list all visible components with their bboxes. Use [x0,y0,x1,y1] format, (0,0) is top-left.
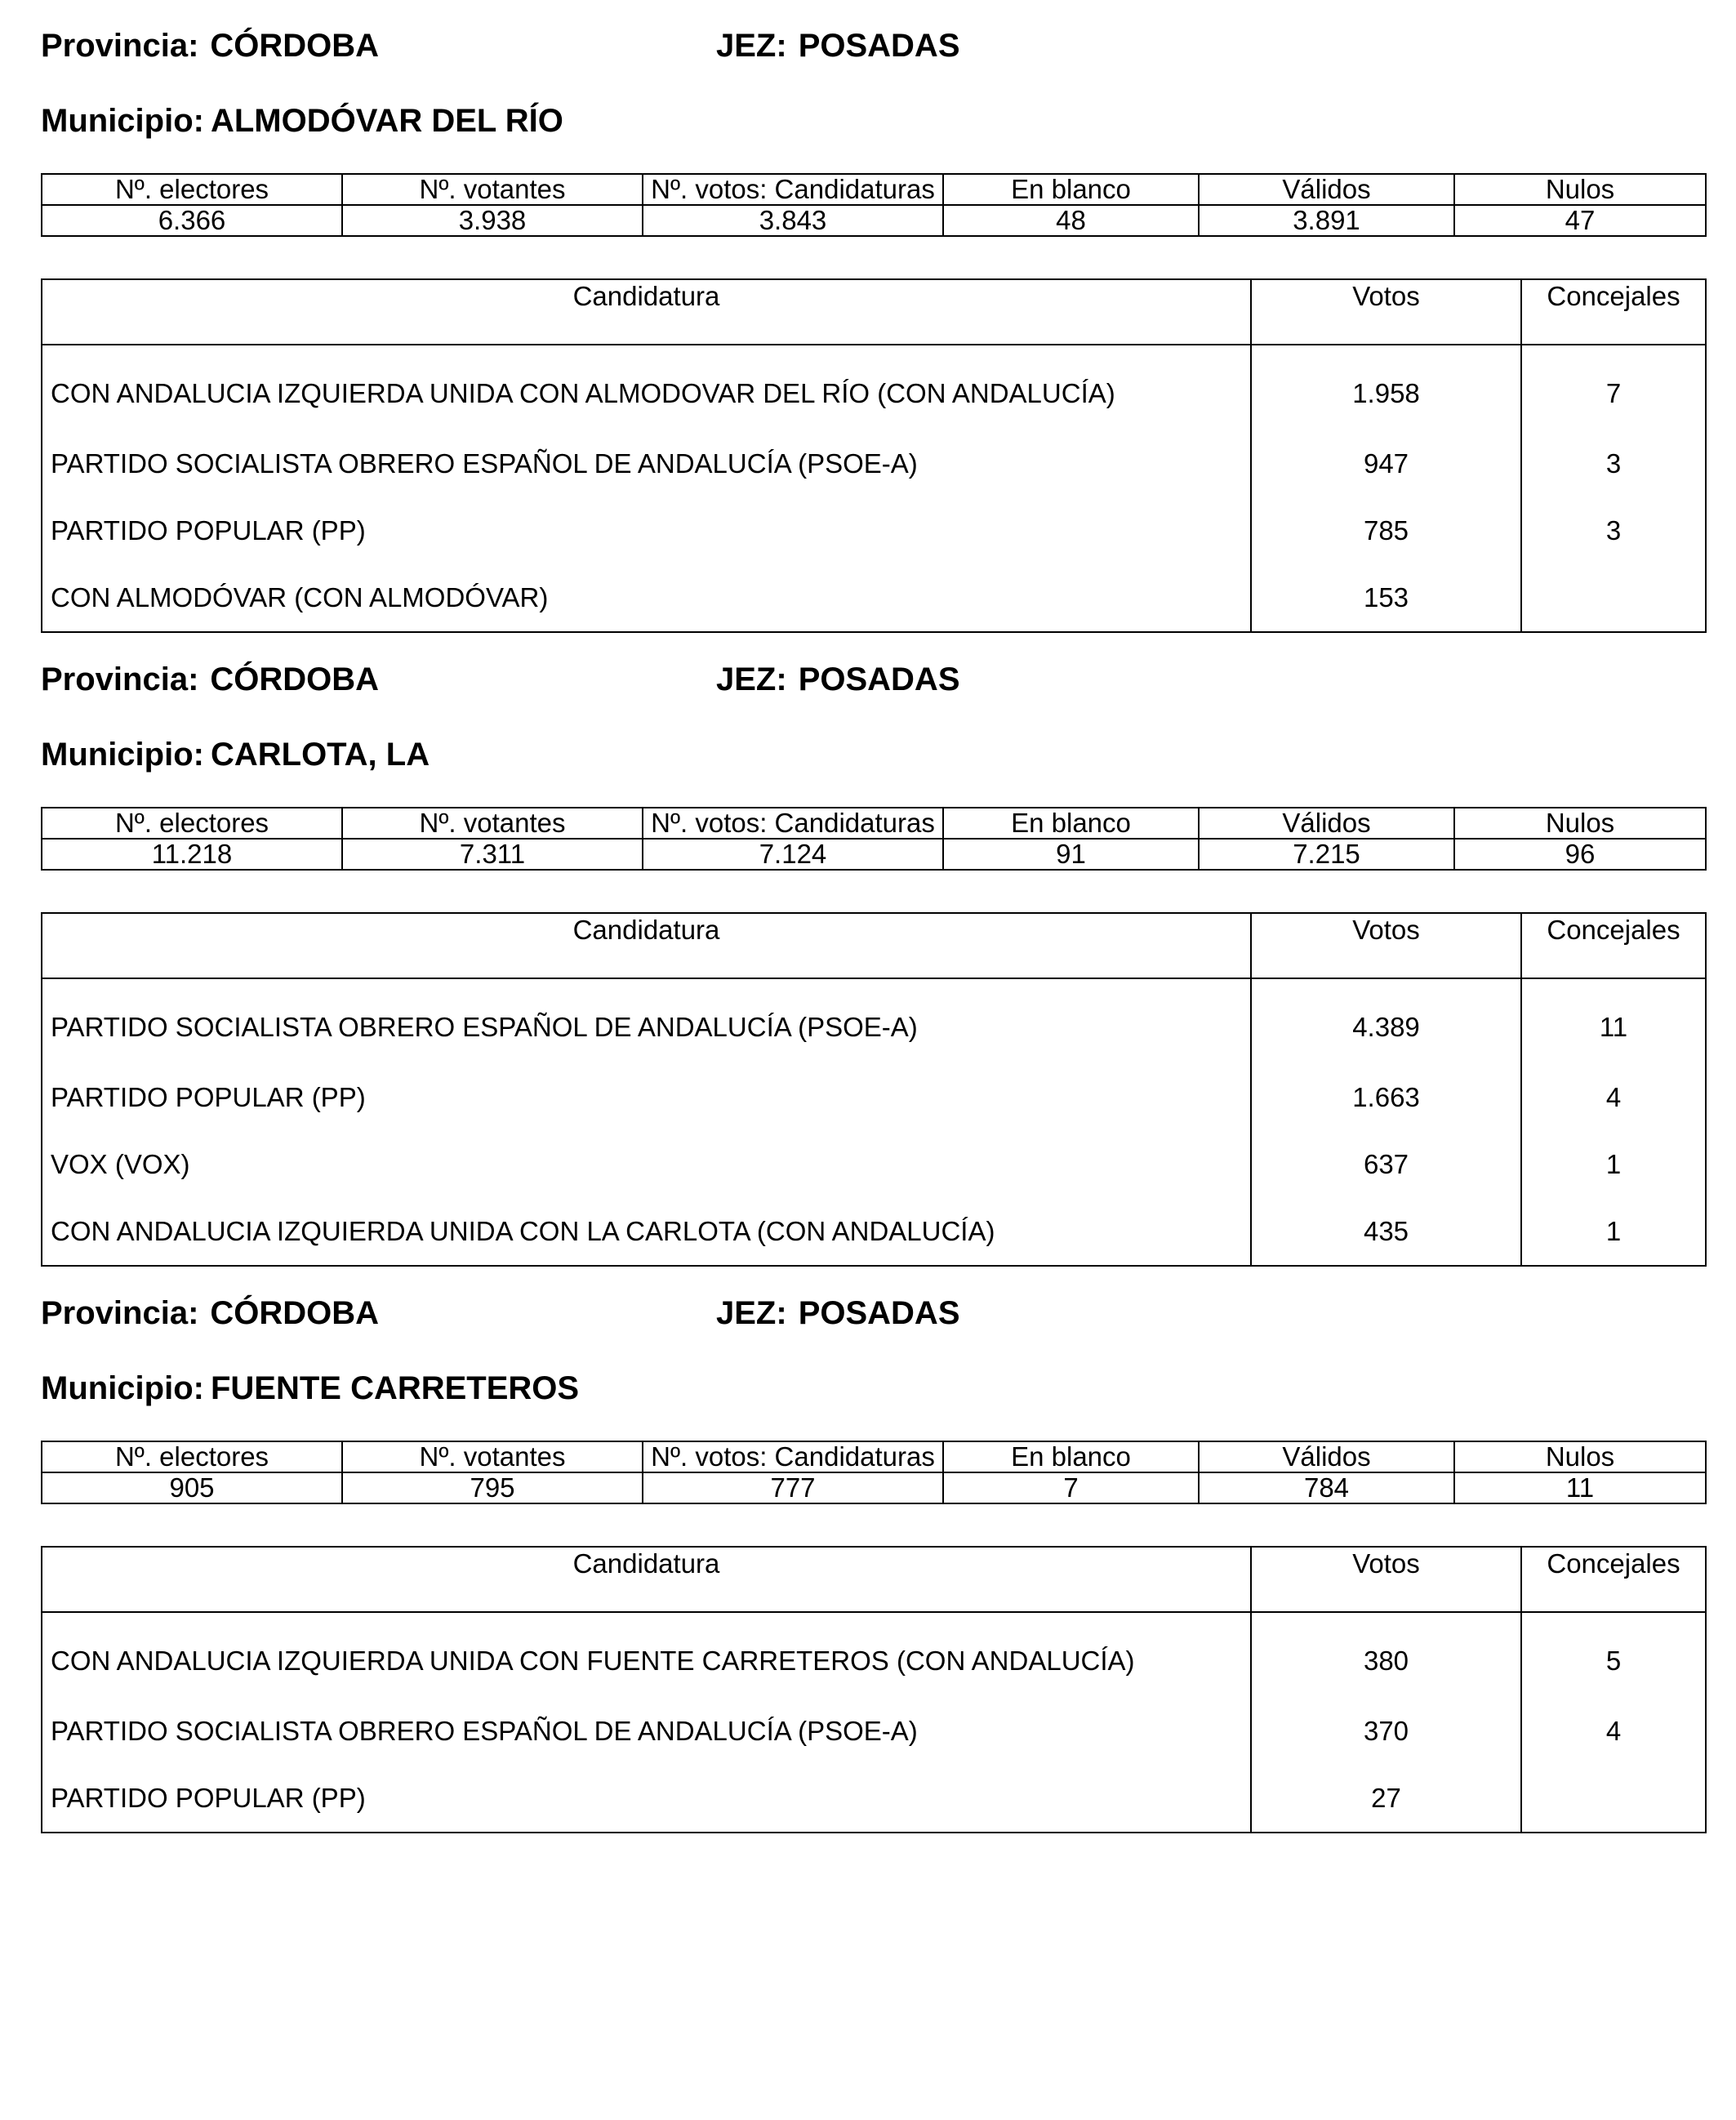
summary-header-cell: Nulos [1454,808,1706,839]
candidates-header-cell: Votos [1251,913,1521,978]
summary-header-cell: Nº. votantes [342,174,643,205]
candidate-name: CON ANDALUCIA IZQUIERDA UNIDA CON LA CARLOTA (CON ANDALUCÍA) [42,1198,1251,1266]
summary-header-cell: Nº. electores [42,808,342,839]
candidate-seats [1521,1765,1706,1833]
summary-table [41,1441,1707,1504]
jez-label: JEZ: [716,661,787,697]
candidate-row [42,1612,1706,1698]
candidate-name: PARTIDO POPULAR (PP) [42,1064,1251,1131]
candidate-votes: 27 [1251,1765,1521,1833]
summary-header-cell: Nº. votantes [342,808,643,839]
candidate-name: PARTIDO SOCIALISTA OBRERO ESPAÑOL DE ANDALUCÍA (PSOE-A) [42,978,1251,1064]
summary-value-cell: 905 [42,1472,342,1503]
candidate-row [42,1765,1706,1833]
summary-header-cell: Nº. electores [42,1441,342,1472]
candidate-seats: 4 [1521,1064,1706,1131]
provincia-value: CÓRDOBA [210,28,380,64]
summary-header-cell: En blanco [943,1441,1199,1472]
candidate-votes: 1.663 [1251,1064,1521,1131]
candidate-row [42,497,1706,564]
summary-value-cell: 7.311 [342,839,643,870]
provincia-label: Provincia: [41,1295,199,1331]
candidate-name: PARTIDO SOCIALISTA OBRERO ESPAÑOL DE ANDALUCÍA (PSOE-A) [42,1698,1251,1765]
summary-value-row [42,205,1706,236]
summary-value-cell: 777 [643,1472,943,1503]
candidate-seats: 7 [1521,345,1706,430]
candidates-header-cell: Votos [1251,1547,1521,1612]
municipality-section [0,634,1736,1267]
candidate-name: PARTIDO POPULAR (PP) [42,1765,1251,1833]
candidate-row [42,1064,1706,1131]
summary-header-cell: Nº. votos: Candidaturas [643,174,943,205]
municipality-section [0,1267,1736,1901]
candidates-header-cell: Candidatura [42,279,1251,345]
provincia-header [41,26,379,65]
summary-value-cell: 795 [342,1472,643,1503]
summary-value-row [42,1472,1706,1503]
candidates-header-row [42,913,1706,978]
jez-header [716,660,960,699]
summary-header-cell: Nº. votos: Candidaturas [643,1441,943,1472]
candidates-header-cell: Votos [1251,279,1521,345]
candidate-row [42,430,1706,497]
summary-value-cell: 7.124 [643,839,943,870]
candidate-votes: 153 [1251,564,1521,632]
candidate-seats: 5 [1521,1612,1706,1698]
candidate-row [42,1698,1706,1765]
summary-header-cell: Válidos [1199,808,1454,839]
candidate-votes: 4.389 [1251,978,1521,1064]
candidate-name: PARTIDO POPULAR (PP) [42,497,1251,564]
summary-header-row [42,1441,1706,1472]
candidate-seats: 3 [1521,430,1706,497]
jez-header [716,26,960,65]
provincia-label: Provincia: [41,28,199,64]
candidate-row [42,564,1706,632]
municipio-header [41,1369,579,1408]
summary-table [41,173,1707,237]
candidates-header-cell: Concejales [1521,913,1706,978]
summary-header-cell: Nº. electores [42,174,342,205]
candidate-seats: 1 [1521,1131,1706,1198]
candidates-table [41,278,1707,633]
summary-header-cell: Nº. votos: Candidaturas [643,808,943,839]
summary-header-row [42,174,1706,205]
candidate-row [42,1131,1706,1198]
summary-value-cell: 3.938 [342,205,643,236]
candidate-row [42,1198,1706,1266]
candidate-name: VOX (VOX) [42,1131,1251,1198]
jez-label: JEZ: [716,1295,787,1331]
jez-value: POSADAS [798,661,960,697]
summary-value-cell: 7.215 [1199,839,1454,870]
provincia-header [41,660,379,699]
summary-value-cell: 91 [943,839,1199,870]
summary-value-cell: 3.891 [1199,205,1454,236]
summary-header-cell: Nulos [1454,1441,1706,1472]
summary-value-cell: 784 [1199,1472,1454,1503]
jez-value: POSADAS [798,28,960,64]
summary-value-cell: 11 [1454,1472,1706,1503]
municipio-label: Municipio: [41,737,204,773]
jez-label: JEZ: [716,28,787,64]
provincia-label: Provincia: [41,661,199,697]
municipio-value: CARLOTA, LA [210,737,430,773]
candidates-header-row [42,1547,1706,1612]
candidates-header-cell: Concejales [1521,279,1706,345]
candidate-seats: 3 [1521,497,1706,564]
municipio-header [41,101,563,140]
candidate-votes: 947 [1251,430,1521,497]
summary-value-cell: 96 [1454,839,1706,870]
municipio-value: FUENTE CARRETEROS [210,1370,580,1406]
summary-table [41,807,1707,871]
candidate-votes: 370 [1251,1698,1521,1765]
candidate-votes: 637 [1251,1131,1521,1198]
candidate-row [42,978,1706,1064]
municipio-label: Municipio: [41,103,204,139]
candidate-name: PARTIDO SOCIALISTA OBRERO ESPAÑOL DE ANDALUCÍA (PSOE-A) [42,430,1251,497]
candidate-row [42,345,1706,430]
candidate-name: CON ANDALUCIA IZQUIERDA UNIDA CON ALMODOVAR DEL RÍO (CON ANDALUCÍA) [42,345,1251,430]
candidate-votes: 1.958 [1251,345,1521,430]
summary-header-cell: En blanco [943,808,1199,839]
summary-value-cell: 6.366 [42,205,342,236]
municipio-header [41,735,430,774]
municipio-value: ALMODÓVAR DEL RÍO [210,103,563,139]
summary-header-cell: Válidos [1199,174,1454,205]
candidate-votes: 380 [1251,1612,1521,1698]
summary-value-cell: 3.843 [643,205,943,236]
candidates-header-row [42,279,1706,345]
candidates-header-cell: Concejales [1521,1547,1706,1612]
summary-header-cell: Válidos [1199,1441,1454,1472]
provincia-value: CÓRDOBA [210,1295,380,1331]
candidate-votes: 435 [1251,1198,1521,1266]
candidates-header-cell: Candidatura [42,1547,1251,1612]
summary-header-cell: Nº. votantes [342,1441,643,1472]
municipio-label: Municipio: [41,1370,204,1406]
provincia-header [41,1294,379,1333]
candidates-table [41,1546,1707,1833]
candidate-seats: 1 [1521,1198,1706,1266]
candidate-seats [1521,564,1706,632]
candidate-seats: 11 [1521,978,1706,1064]
summary-header-cell: En blanco [943,174,1199,205]
jez-header [716,1294,960,1333]
summary-header-row [42,808,1706,839]
candidate-name: CON ANDALUCIA IZQUIERDA UNIDA CON FUENTE CARRETEROS (CON ANDALUCÍA) [42,1612,1251,1698]
candidate-votes: 785 [1251,497,1521,564]
summary-value-cell: 11.218 [42,839,342,870]
candidate-name: CON ALMODÓVAR (CON ALMODÓVAR) [42,564,1251,632]
summary-value-cell: 47 [1454,205,1706,236]
municipality-section [0,0,1736,634]
provincia-value: CÓRDOBA [210,661,380,697]
summary-value-row [42,839,1706,870]
summary-header-cell: Nulos [1454,174,1706,205]
candidates-table [41,912,1707,1267]
candidates-header-cell: Candidatura [42,913,1251,978]
candidate-seats: 4 [1521,1698,1706,1765]
jez-value: POSADAS [798,1295,960,1331]
summary-value-cell: 7 [943,1472,1199,1503]
summary-value-cell: 48 [943,205,1199,236]
